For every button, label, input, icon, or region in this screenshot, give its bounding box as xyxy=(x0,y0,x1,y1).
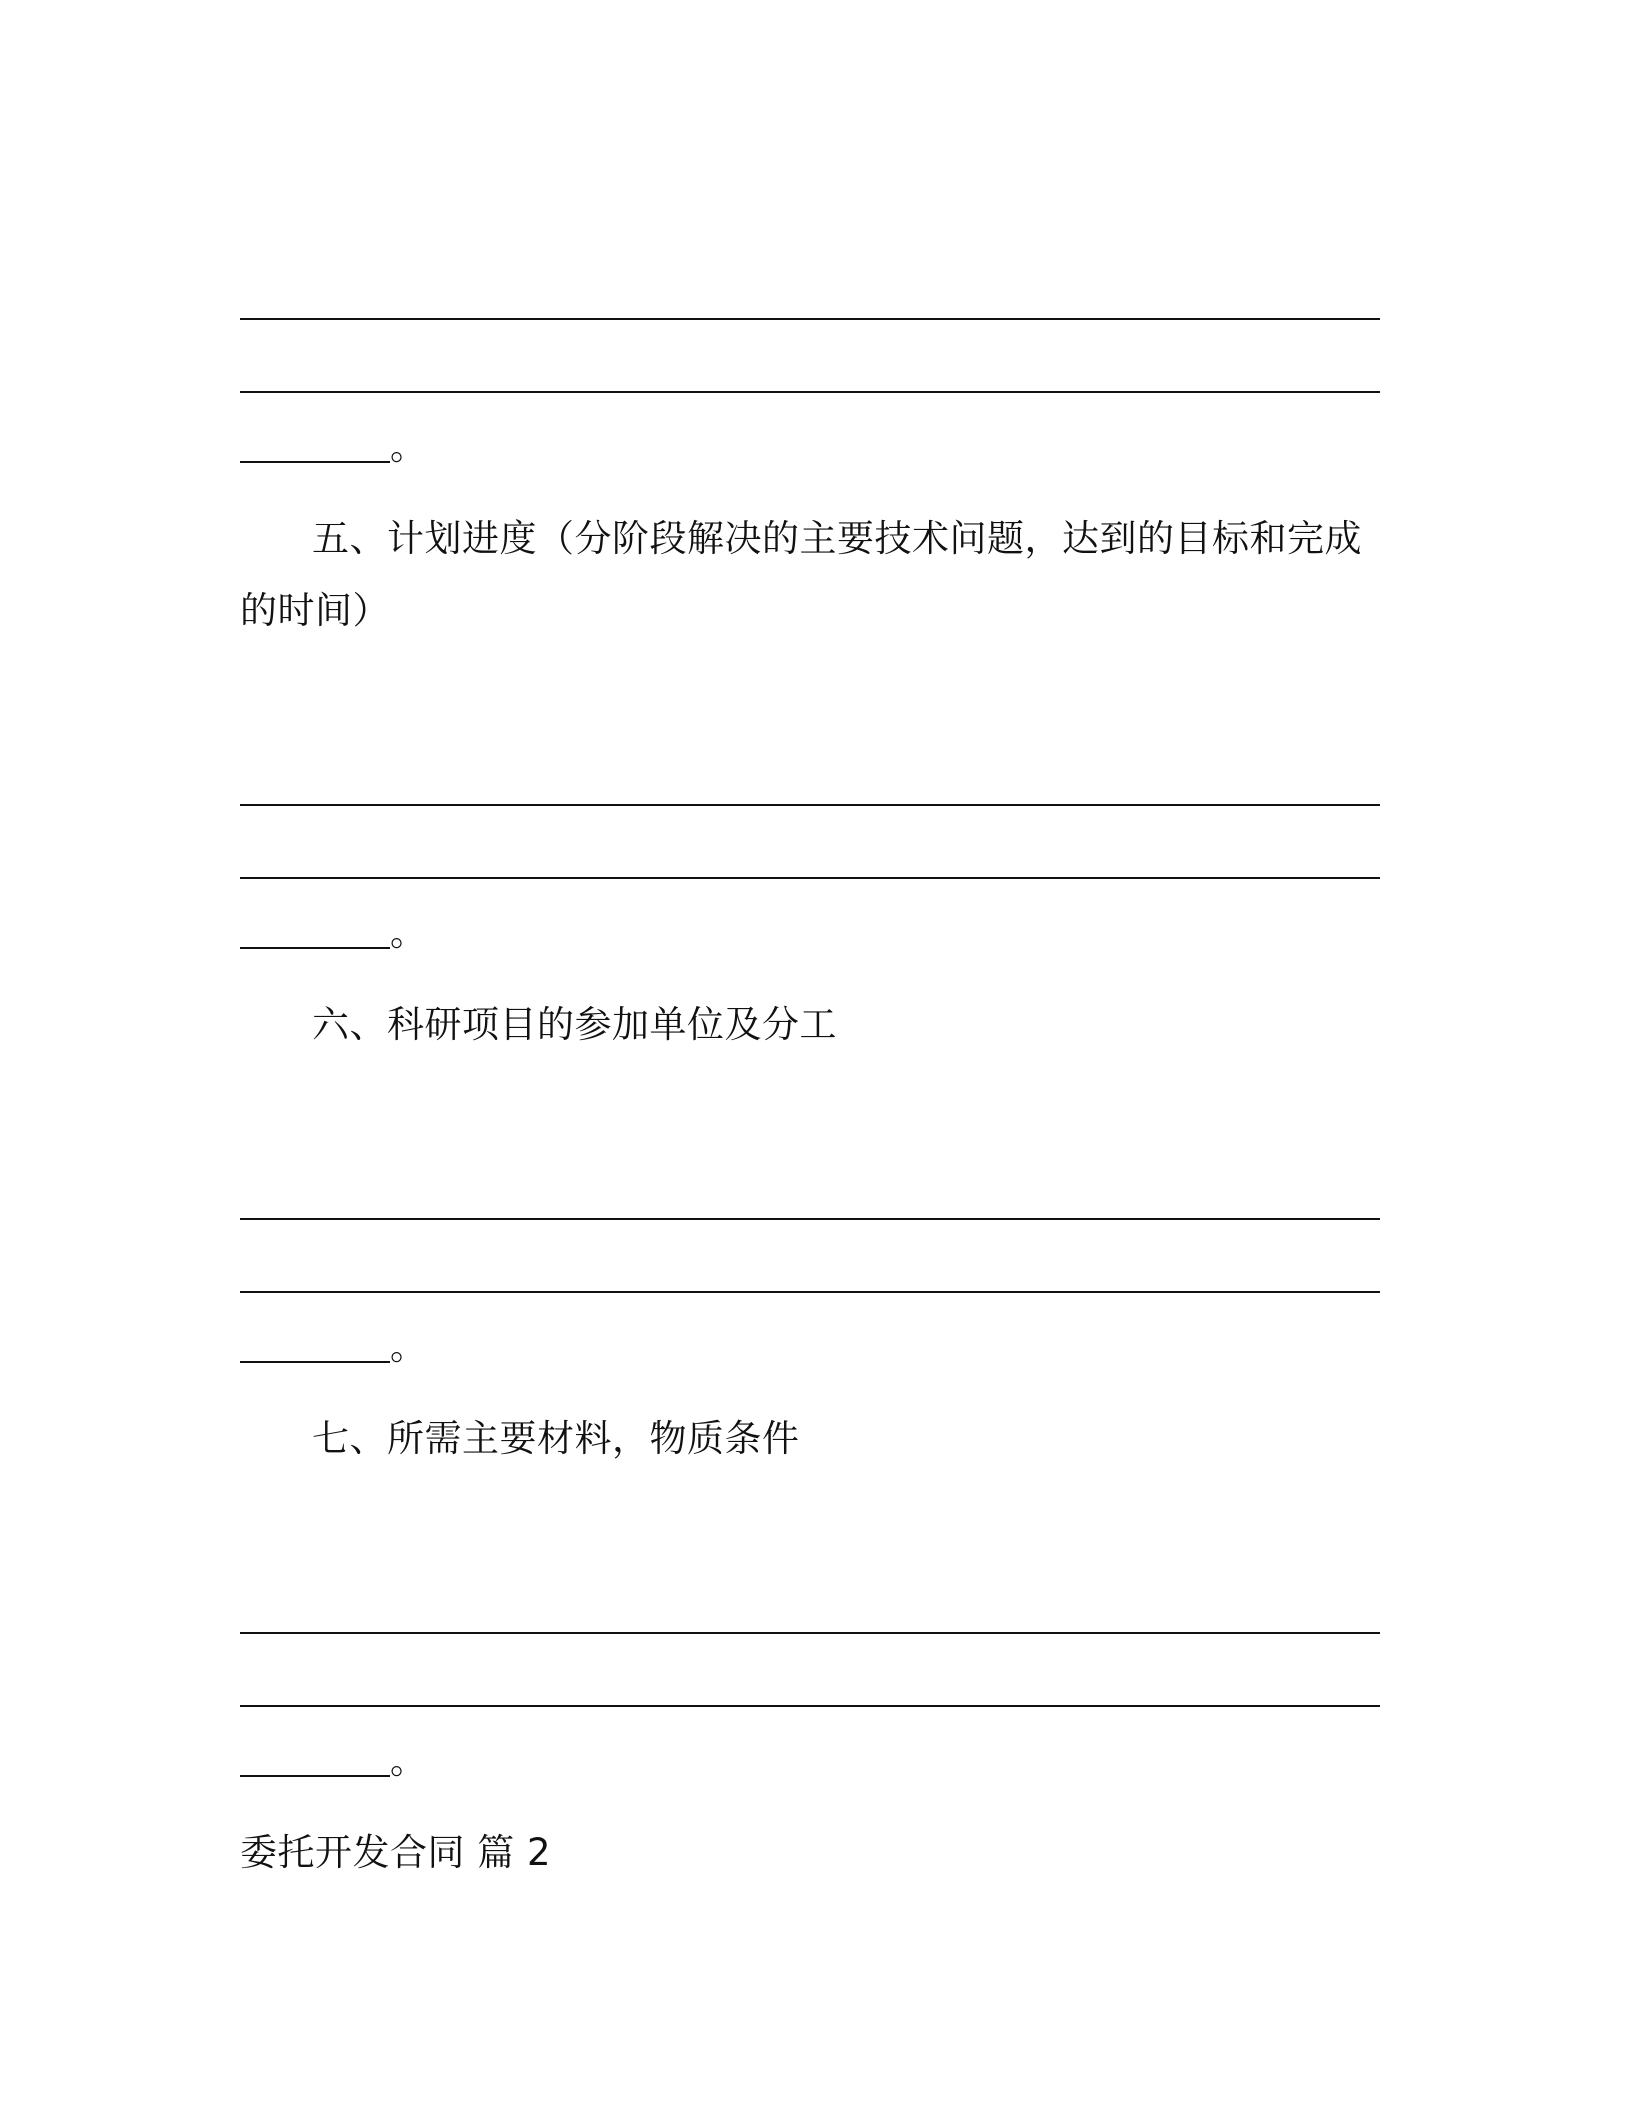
fill-in-line xyxy=(240,1632,1380,1634)
fill-in-line-short xyxy=(240,1775,390,1777)
section-6-heading: 六、科研项目的参加单位及分工 xyxy=(312,1003,837,1046)
section-5-heading-line2: 的时间） xyxy=(240,589,390,632)
fill-in-line-short xyxy=(240,1361,390,1363)
fill-in-line xyxy=(240,804,1380,806)
blank-end-period: 。 xyxy=(390,913,427,954)
fill-in-line xyxy=(240,391,1380,393)
fill-in-line-short xyxy=(240,461,390,463)
next-contract-heading: 委托开发合同 篇 2 xyxy=(240,1831,552,1874)
fill-in-line xyxy=(240,1218,1380,1220)
blank-end-period: 。 xyxy=(390,1741,427,1782)
fill-in-line xyxy=(240,877,1380,879)
fill-in-line xyxy=(240,318,1380,320)
blank-end-period: 。 xyxy=(390,427,427,468)
fill-in-line xyxy=(240,1291,1380,1293)
blank-end-period: 。 xyxy=(390,1327,427,1368)
section-7-heading: 七、所需主要材料，物质条件 xyxy=(312,1417,800,1460)
fill-in-line xyxy=(240,1705,1380,1707)
section-5-heading-line1: 五、计划进度（分阶段解决的主要技术问题，达到的目标和完成 xyxy=(312,517,1362,560)
fill-in-line-short xyxy=(240,947,390,949)
